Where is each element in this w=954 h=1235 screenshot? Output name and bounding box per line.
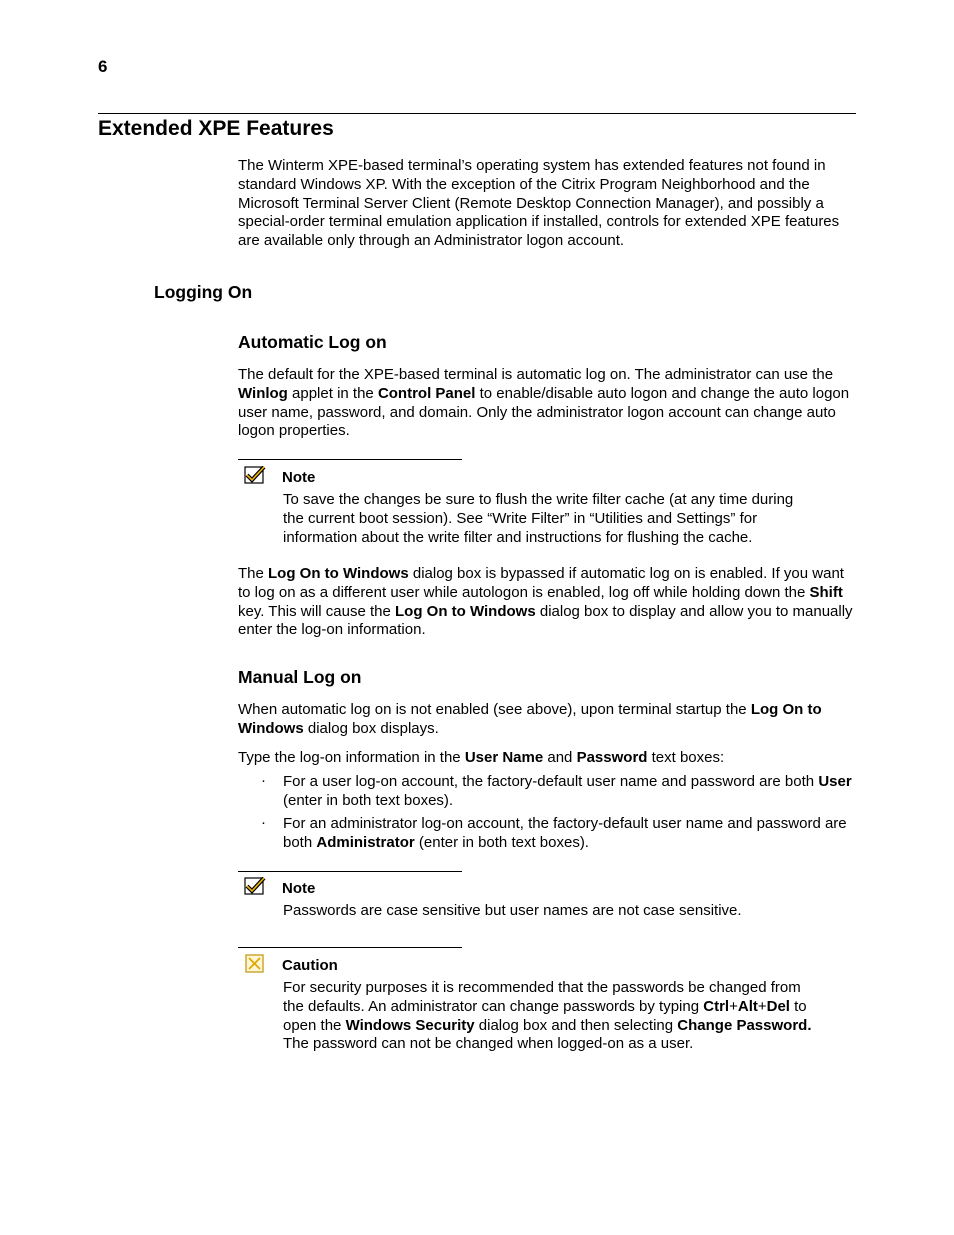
caution-rule bbox=[238, 947, 462, 948]
intro-paragraph: The Winterm XPE-based terminal’s operating system has extended features not found in standard Windows XP. With the exception of the Citrix Program Neighborhood and the Microsoft Terminal Server Client (Remote Desktop Connection Manager), and possibly a special-order terminal emulation application if installed, controls for extended XPE features are available only through an Administrator logon account. bbox=[238, 157, 840, 250]
bullet-marker: · bbox=[261, 772, 266, 789]
list-item: For a user log-on account, the factory-default user name and password are both User (enter in both text boxes). bbox=[283, 773, 852, 809]
note-title: Note bbox=[282, 469, 316, 486]
note-title: Note bbox=[282, 880, 316, 897]
manual-logon-paragraph: When automatic log on is not enabled (see above), upon terminal startup the Log On to Windows dialog box displays. bbox=[238, 701, 822, 737]
note-text: To save the changes be sure to flush the write filter cache (at any time during the current boot session). See “Write Filter” in “Utilities and Settings” for information about the write filter and instructions for flushing the cache. bbox=[283, 491, 794, 546]
checkbox-check-icon bbox=[244, 466, 266, 484]
section-title: Extended XPE Features bbox=[98, 117, 334, 140]
checkbox-check-icon bbox=[244, 877, 266, 895]
list-item: For an administrator log-on account, the factory-default user name and password are both Administrator (enter in both text boxes). bbox=[283, 815, 847, 851]
page-number: 6 bbox=[98, 57, 108, 76]
type-info-paragraph: Type the log-on information in the User Name and Password text boxes: bbox=[238, 749, 725, 766]
bullet-marker: · bbox=[261, 814, 266, 831]
subsection-title: Logging On bbox=[154, 282, 253, 302]
note-text: Passwords are case sensitive but user names are not case sensitive. bbox=[283, 902, 742, 919]
note-rule bbox=[238, 871, 462, 872]
header-rule bbox=[98, 113, 856, 114]
caution-title: Caution bbox=[282, 957, 338, 974]
bypass-paragraph: The Log On to Windows dialog box is bypassed if automatic log on is enabled. If you want to log on as a different user while autologon is enabled, log off while holding down the Shift key. This will cause the Log On to Windows dialog box to display and allow you to manually enter the log-on information. bbox=[238, 565, 853, 639]
caution-text: For security purposes it is recommended that the passwords be changed from the defaults. An administrator can change passwords by typing Ctrl+Alt+Del to open the Windows Security dialog box and then selecting Change Password. The password can not be changed when logged-on as a user. bbox=[283, 979, 812, 1053]
automatic-logon-paragraph: The default for the XPE-based terminal is automatic log on. The administrator can use the Winlog applet in the Control Panel to enable/disable auto logon and change the auto logon user name, password, and domain. Only the administrator logon account can change auto logon properties. bbox=[238, 366, 850, 440]
caution-x-icon bbox=[245, 954, 265, 974]
automatic-logon-heading: Automatic Log on bbox=[238, 332, 387, 352]
note-rule bbox=[238, 459, 462, 460]
manual-logon-heading: Manual Log on bbox=[238, 667, 362, 687]
